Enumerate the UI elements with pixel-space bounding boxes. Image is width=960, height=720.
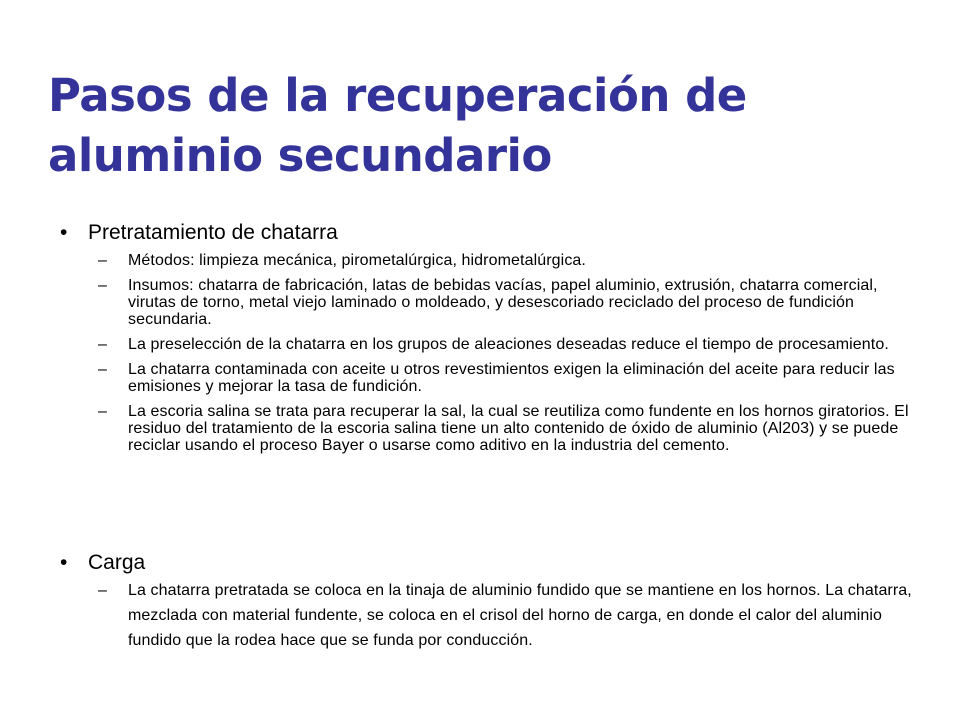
dash-marker: – — [98, 582, 107, 599]
list-item-text: Insumos: chatarra de fabricación, latas de bebidas vacías, papel aluminio, extrusión, chatarra comercial, virutas de torno, metal viejo laminado o moldeado, y desescoriado reciclado del proceso de fundición secundaria. — [128, 277, 878, 328]
bullet-heading — [60, 220, 920, 246]
dash-marker: – — [98, 277, 107, 294]
list-item — [60, 277, 920, 328]
heading-text: Carga — [88, 551, 146, 574]
section-carga — [60, 550, 920, 661]
list-item — [60, 403, 920, 454]
bullet-dot: • — [60, 221, 68, 244]
heading-text: Pretratamiento de chatarra — [88, 221, 338, 244]
list-item-text: La chatarra contaminada con aceite u otros revestimientos exigen la eliminación del aceite para reducir las emisiones y mejorar la tasa de fundición. — [128, 361, 895, 395]
dash-marker: – — [98, 336, 107, 353]
slide-title: Pasos de la recuperación de aluminio secundario — [48, 69, 747, 182]
list-item — [60, 336, 920, 353]
list-item — [60, 252, 920, 269]
list-item — [60, 361, 920, 395]
bullet-dot: • — [60, 551, 68, 574]
dash-marker: – — [98, 403, 107, 420]
section-pretratamiento — [60, 220, 920, 462]
list-item — [60, 578, 920, 653]
sub-bullet-list — [60, 252, 920, 454]
list-item-text: La chatarra pretratada se coloca en la tinaja de aluminio fundido que se mantiene en los hornos. La chatarra, mezclada con material fundente, se coloca en el crisol del horno de carga, en donde el calor del aluminio fundido que la rodea hace que se funda por conducción. — [128, 582, 912, 649]
list-item-text: Métodos: limpieza mecánica, pirometalúrgica, hidrometalúrgica. — [128, 252, 586, 269]
list-item-text: La preselección de la chatarra en los grupos de aleaciones deseadas reduce el tiempo de procesamiento. — [128, 336, 889, 353]
dash-marker: – — [98, 361, 107, 378]
dash-marker: – — [98, 252, 107, 269]
bullet-heading — [60, 550, 920, 576]
sub-bullet-list — [60, 578, 920, 653]
list-item-text: La escoria salina se trata para recuperar la sal, la cual se reutiliza como fundente en los hornos giratorios. El residuo del tratamiento de la escoria salina tiene un alto contenido de óxido de aluminio (Al203) y se puede reciclar usando el proceso Bayer o usarse como aditivo en la industria del cemento. — [128, 403, 909, 454]
